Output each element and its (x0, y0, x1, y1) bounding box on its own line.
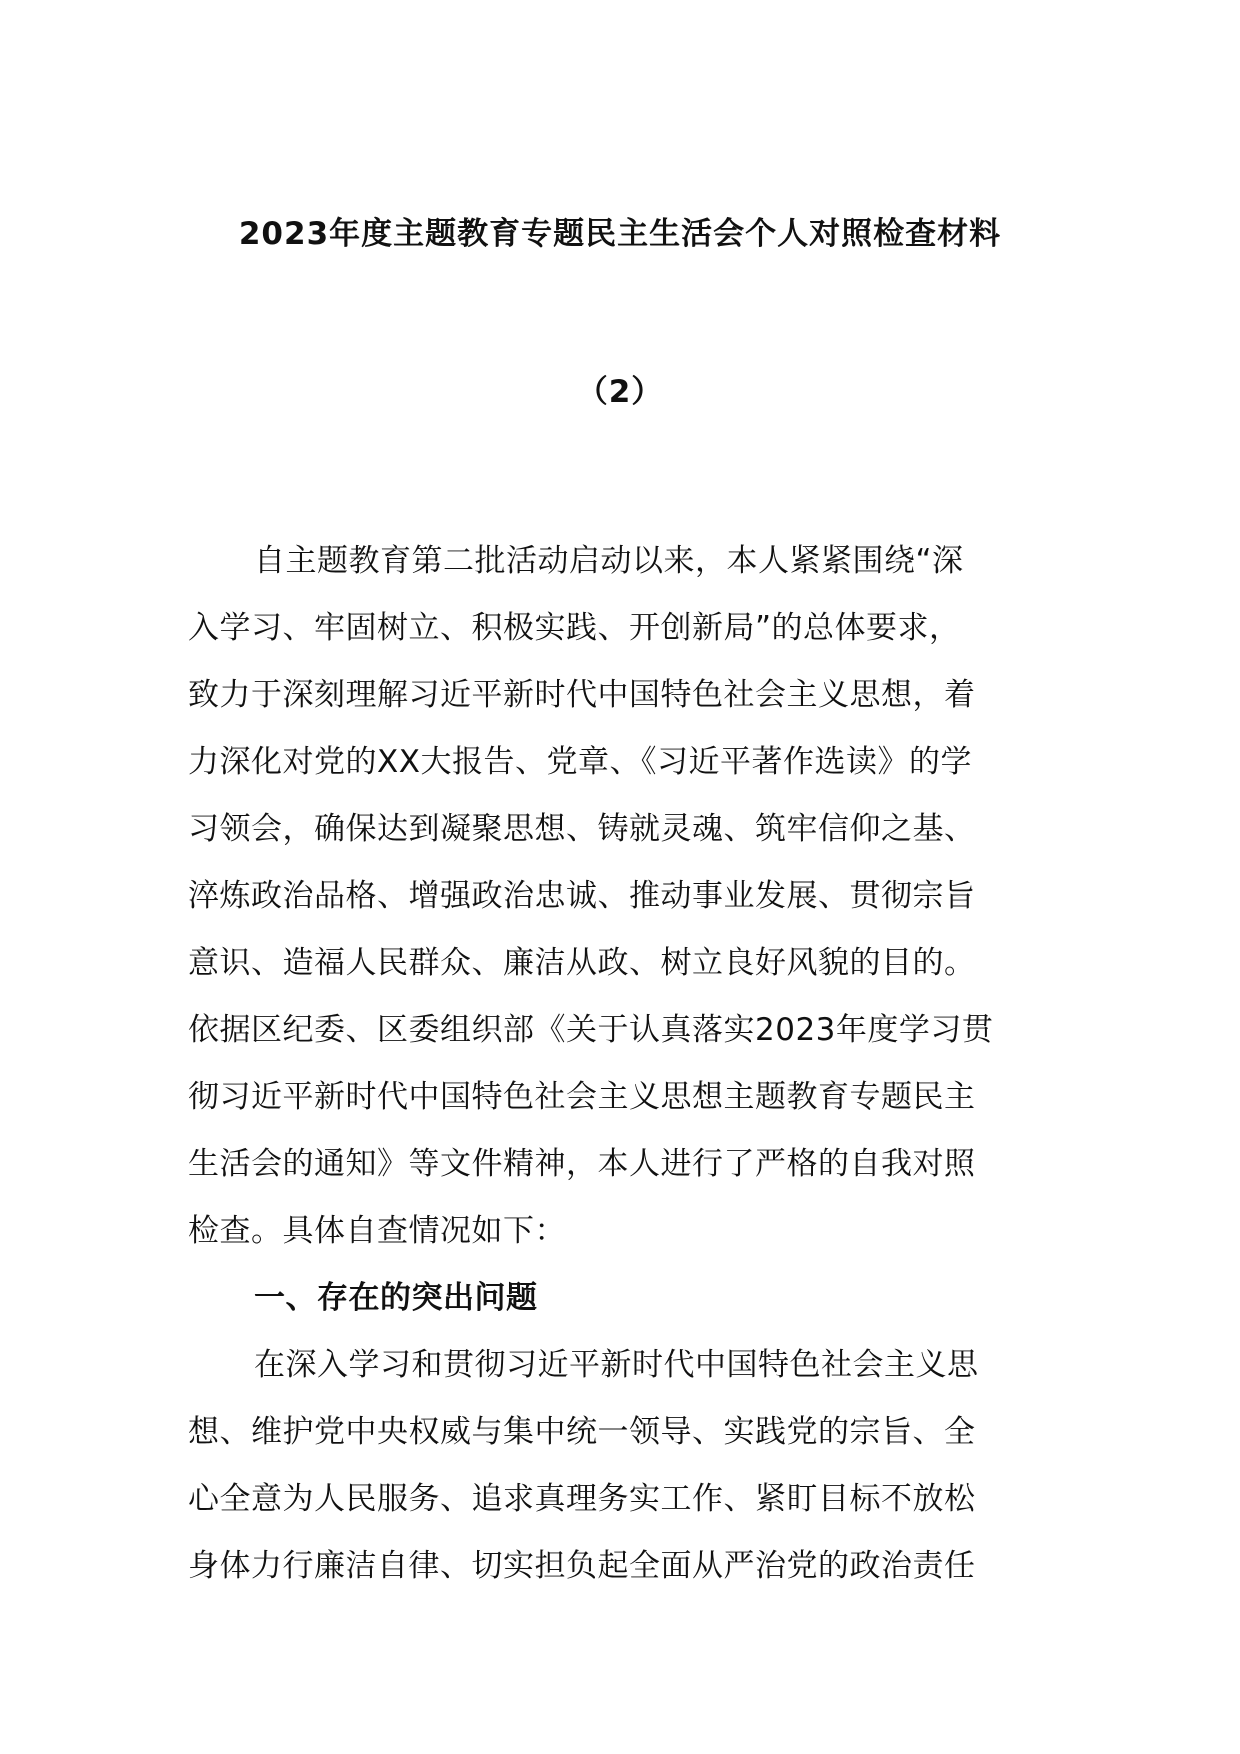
paragraph-line: 彻习近平新时代中国特色社会主义思想主题教育专题民主 (188, 1079, 976, 1115)
paragraph-line: 淬炼政治品格、增强政治忠诚、推动事业发展、贯彻宗旨 (188, 878, 976, 914)
paragraph-line: 生活会的通知》等文件精神，本人进行了严格的自我对照 (188, 1146, 976, 1182)
paragraph-line: 检查。具体自查情况如下： (188, 1213, 566, 1249)
paragraph-line: 入学习、牢固树立、积极实践、开创新局”的总体要求， (188, 610, 961, 646)
paragraph-line: 意识、造福人民群众、廉洁从政、树立良好风貌的目的。 (188, 945, 976, 981)
section-heading: 一、存在的突出问题 (254, 1280, 538, 1316)
document-title: 2023年度主题教育专题民主生活会个人对照检查材料 (238, 216, 1002, 252)
paragraph-line: 想、维护党中央权威与集中统一领导、实践党的宗旨、全 (188, 1414, 976, 1450)
document-body (188, 528, 1056, 1600)
paragraph-line: 力深化对党的XX大报告、党章、《习近平著作选读》的学 (188, 744, 972, 780)
paragraph-line: 依据区纪委、区委组织部《关于认真落实2023年度学习贯 (188, 1012, 994, 1048)
paragraph-line: 习领会，确保达到凝聚思想、铸就灵魂、筑牢信仰之基、 (188, 811, 976, 847)
paragraph-line: 心全意为人民服务、追求真理务实工作、紧盯目标不放松 (188, 1481, 976, 1517)
paragraph-line: 自主题教育第二批活动启动以来，本人紧紧围绕“深 (254, 543, 964, 579)
document-subtitle: （2） (576, 374, 664, 410)
paragraph-line: 身体力行廉洁自律、切实担负起全面从严治党的政治责任 (188, 1548, 976, 1584)
paragraph-line: 在深入学习和贯彻习近平新时代中国特色社会主义思 (254, 1347, 979, 1383)
paragraph-line: 致力于深刻理解习近平新时代中国特色社会主义思想，着 (188, 677, 976, 713)
